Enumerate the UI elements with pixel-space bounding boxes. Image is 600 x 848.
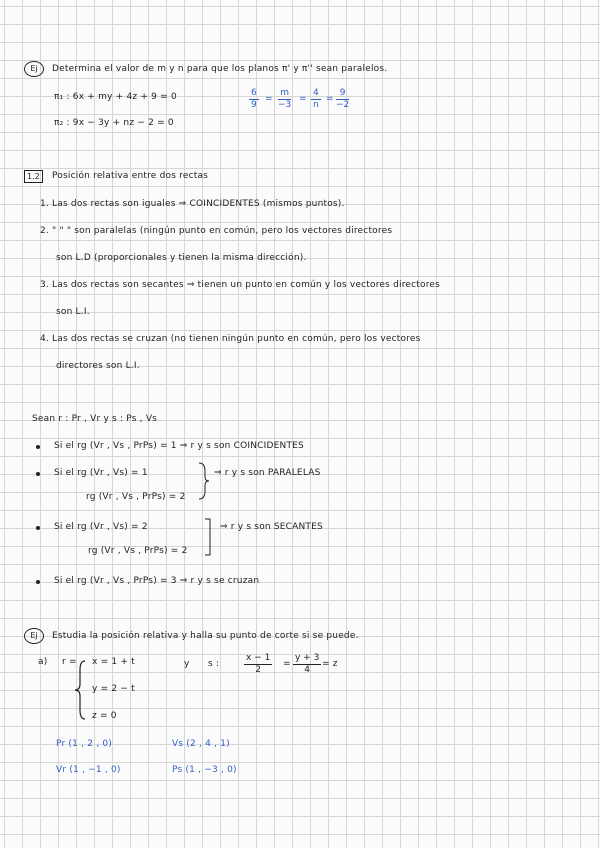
equals-sign: = [265,94,273,104]
rank-case-secant-line2: rg (Vr , Vs , PrPs) = 2 [88,546,188,556]
rank-case-secant-line1: Si el rg (Vr , Vs) = 2 [54,522,148,532]
case-line: son L.I. [56,307,90,317]
bullet [36,580,40,584]
bullet [36,445,40,449]
line-s-tail: = z [322,659,338,669]
bullet [36,472,40,476]
section-number: 1.2 [24,170,43,183]
conjunction: y [184,659,190,669]
vector-vr: Vr (1 , −1 , 0) [56,765,121,775]
point-ps: Ps (1 , −3 , 0) [172,765,237,775]
exercise-statement: Estudia la posición relativa y halla su punto de corte si se puede. [52,631,359,641]
line-r-equation: z = 0 [92,711,117,721]
line-r-equation: y = 2 − t [92,684,135,694]
ratio-fraction: $\frac{9}{-2}$ [336,88,350,110]
right-brace-icon [198,462,210,500]
case-line: 3. Las dos rectas son secantes ⇒ tienen un punto en común y los vectores directores [40,280,441,290]
left-brace-icon [74,660,86,720]
part-label: a) [38,657,48,667]
exercise-marker: Ej [24,628,44,644]
ratio-fraction: $\frac{4}{n}$ [313,88,319,110]
case-line: 4. Las dos rectas se cruzan (no tienen ningún punto en común, pero los vectores [40,334,421,344]
exercise-marker: Ej [24,61,44,77]
vector-vs: Vs (2 , 4 , 1) [172,739,230,749]
rank-case-skew: Si el rg (Vr , Vs , PrPs) = 3 ⇒ r y s se cruzan [54,576,260,586]
case-line: son L.D (proporcionales y tienen la misma dirección). [56,253,307,263]
right-brace-icon [204,518,216,556]
plane-1-equation: π₁ : 6x + my + 4z + 9 = 0 [54,92,177,102]
line-r-label: r = [62,657,77,667]
rank-case-secant-result: ⇒ r y s son SECANTES [220,522,323,532]
bullet [36,526,40,530]
line-s-label: s : [208,659,220,669]
ratio-fraction: $\frac{m}{-3}$ [278,88,292,110]
case-line: 1. Las dos rectas son iguales ⇒ COINCIDENTES (mismos puntos). [40,199,345,209]
rank-intro: Sean r : Pr , Vr y s : Ps , Vs [32,414,158,424]
equals-sign: = [299,94,307,104]
rank-case-coincident: Si el rg (Vr , Vs , PrPs) = 1 ⇒ r y s son COINCIDENTES [54,441,304,451]
equals-sign: = [326,94,334,104]
rank-case-parallel-line2: rg (Vr , Vs , PrPs) = 2 [86,492,186,502]
rank-case-parallel-result: ⇒ r y s son PARALELAS [214,468,321,478]
rank-case-parallel-line1: Si el rg (Vr , Vs) = 1 [54,468,148,478]
line-s-fraction: $\frac{y + 3}{4}$ [295,653,320,675]
exercise-statement: Determina el valor de m y n para que los planos π' y π'' sean paralelos. [52,64,388,74]
section-title: Posición relativa entre dos rectas [52,171,209,181]
case-line: 2. " " " son paralelas (ningún punto en común, pero los vectores directores [40,226,393,236]
line-r-equation: x = 1 + t [92,657,135,667]
line-s-fraction: $\frac{x - 1}{2}$ [246,653,271,675]
point-pr: Pr (1 , 2 , 0) [56,739,112,749]
case-line: directores son L.I. [56,361,140,371]
ratio-fraction: $\frac{6}{9}$ [251,88,257,110]
plane-2-equation: π₂ : 9x − 3y + nz − 2 = 0 [54,118,174,128]
equals-sign: = [283,659,291,669]
